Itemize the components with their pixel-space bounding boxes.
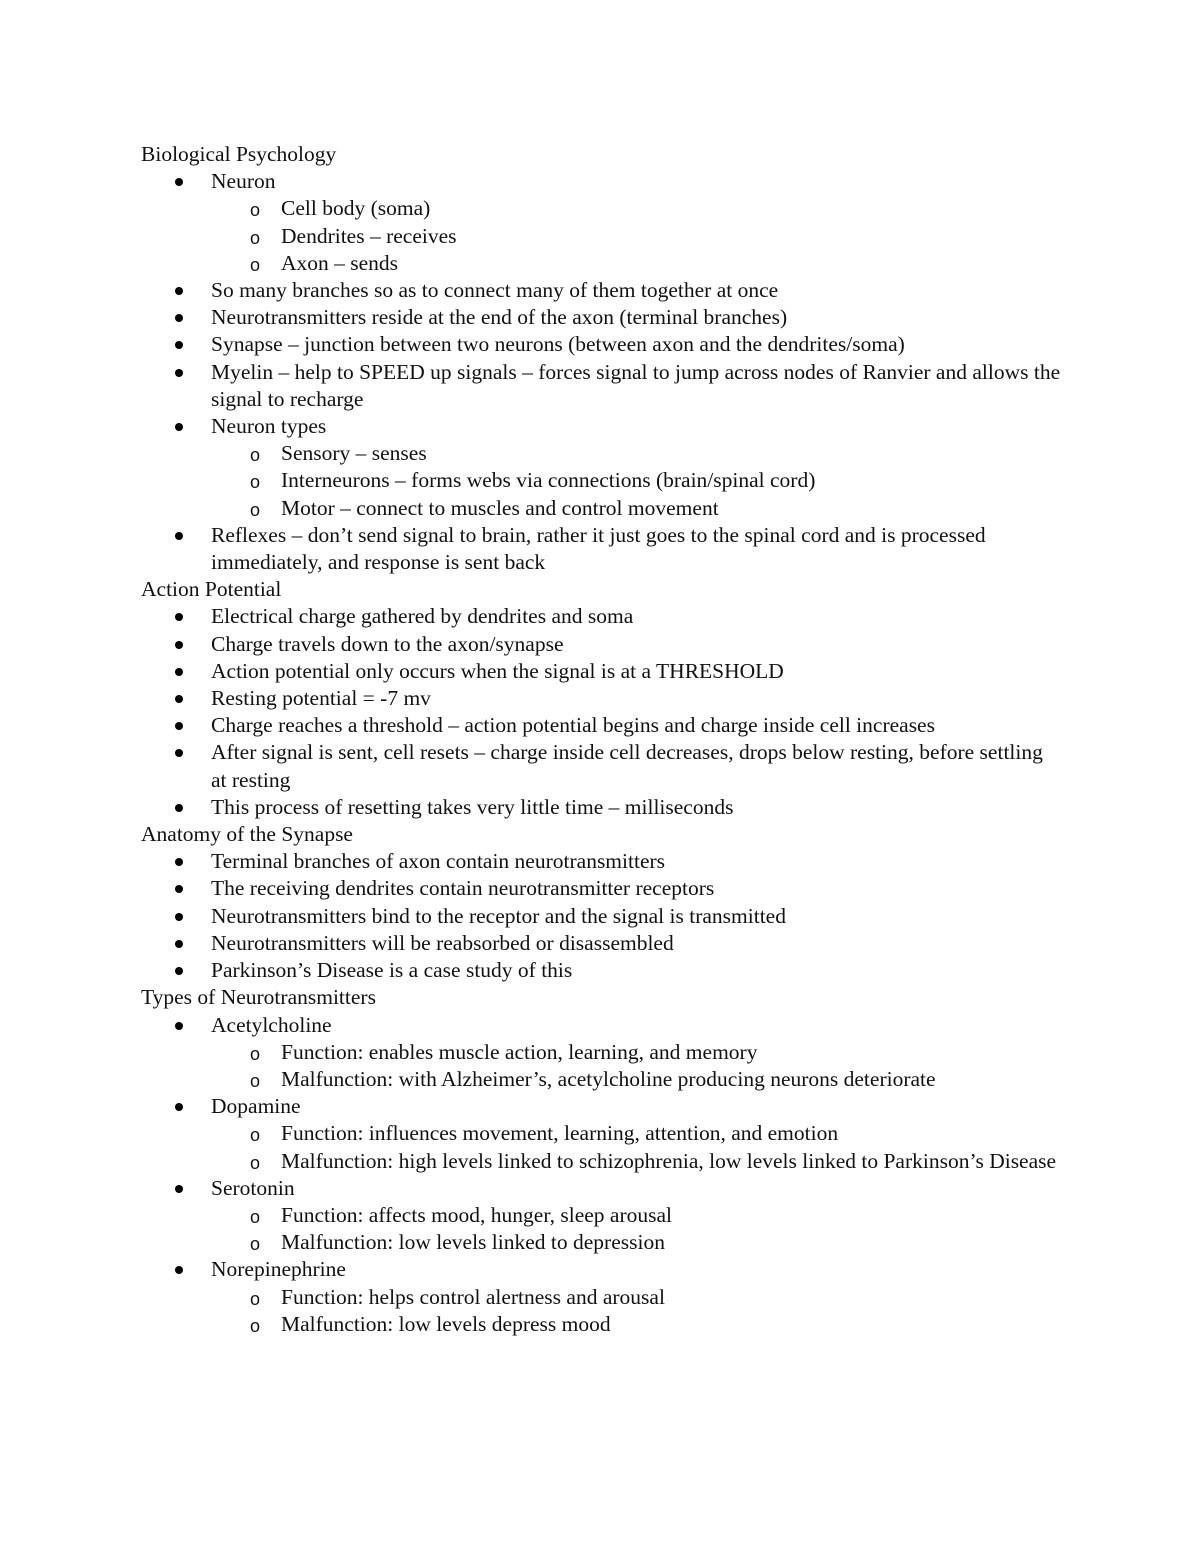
hollow-o-bullet-icon: o [250, 1234, 261, 1255]
filled-circle-bullet-icon [175, 913, 183, 921]
list-item-text: Neurotransmitters bind to the receptor and the signal is transmitted [211, 903, 786, 928]
list-item-text: After signal is sent, cell resets – charge inside cell decreases, drops below resting, before settling at resting [211, 740, 1043, 792]
hollow-o-bullet-icon: o [250, 1288, 261, 1309]
section-heading: Action Potential [141, 577, 282, 602]
filled-circle-bullet-icon [175, 722, 183, 730]
section-heading: Anatomy of the Synapse [141, 822, 353, 847]
sub-list-item [211, 1039, 1061, 1066]
filled-circle-bullet-icon [175, 641, 183, 649]
hollow-o-bullet-icon: o [250, 1152, 261, 1173]
list-item [141, 685, 1061, 712]
sub-list-item-text: Function: helps control alertness and arousal [281, 1284, 665, 1309]
list-item-text: This process of resetting takes very little time – milliseconds [211, 794, 734, 819]
list-item-text: Neurotransmitters reside at the end of the axon (terminal branches) [211, 305, 788, 330]
hollow-o-bullet-icon: o [250, 227, 261, 248]
sub-list-item-text: Motor – connect to muscles and control movement [281, 495, 719, 520]
hollow-o-bullet-icon: o [250, 1206, 261, 1227]
list-item-text: Neuron [211, 169, 276, 194]
sub-list-item [211, 495, 1061, 522]
filled-circle-bullet-icon [175, 749, 183, 757]
list-item [141, 794, 1061, 821]
hollow-o-bullet-icon: o [250, 472, 261, 493]
list-item-text: Electrical charge gathered by dendrites and soma [211, 604, 634, 629]
sub-list-item [211, 1120, 1061, 1147]
hollow-o-bullet-icon: o [250, 445, 261, 466]
list-item [141, 957, 1061, 984]
list-item [141, 903, 1061, 930]
sub-list-item [211, 223, 1061, 250]
list-item [141, 304, 1061, 331]
sub-list-item [211, 1202, 1061, 1229]
sub-list-item [211, 1229, 1061, 1256]
filled-circle-bullet-icon [175, 967, 183, 975]
hollow-o-bullet-icon: o [250, 1125, 261, 1146]
sub-list-item [211, 1311, 1061, 1338]
hollow-o-bullet-icon: o [250, 1043, 261, 1064]
sub-list-item [211, 467, 1061, 494]
filled-circle-bullet-icon [175, 423, 183, 431]
sub-list-item [211, 250, 1061, 277]
list-item [141, 930, 1061, 957]
filled-circle-bullet-icon [175, 940, 183, 948]
list-item-text: Neuron types [211, 414, 327, 439]
list-item-text: Terminal branches of axon contain neurotransmitters [211, 849, 666, 874]
hollow-o-bullet-icon: o [250, 200, 261, 221]
list-item-text: Dopamine [211, 1094, 301, 1119]
list-item-text: Neurotransmitters will be reabsorbed or disassembled [211, 930, 674, 955]
list-item-text: Charge travels down to the axon/synapse [211, 631, 564, 656]
sub-list [211, 1284, 1061, 1338]
list-item [141, 1093, 1061, 1175]
list-item [141, 1012, 1061, 1094]
section-heading: Types of Neurotransmitters [141, 985, 376, 1010]
sub-list [211, 1039, 1061, 1093]
sub-list-item [211, 195, 1061, 222]
sub-list [211, 195, 1061, 277]
list-item-text: Acetylcholine [211, 1012, 332, 1037]
hollow-o-bullet-icon: o [250, 1315, 261, 1336]
list-item [141, 522, 1061, 576]
hollow-o-bullet-icon: o [250, 254, 261, 275]
list-item [141, 277, 1061, 304]
sub-list-item-text: Interneurons – forms webs via connections (brain/spinal cord) [281, 468, 816, 493]
list-item [141, 1175, 1061, 1257]
list-item [141, 658, 1061, 685]
list-item [141, 875, 1061, 902]
sub-list-item [211, 1066, 1061, 1093]
hollow-o-bullet-icon: o [250, 499, 261, 520]
list-item [141, 848, 1061, 875]
filled-circle-bullet-icon [175, 1185, 183, 1193]
sub-list-item [211, 1148, 1061, 1175]
filled-circle-bullet-icon [175, 1266, 183, 1274]
filled-circle-bullet-icon [175, 1022, 183, 1030]
bullet-list [141, 848, 1061, 984]
sub-list-item-text: Sensory – senses [281, 441, 427, 466]
sub-list [211, 1202, 1061, 1256]
sub-list-item-text: Malfunction: low levels depress mood [281, 1311, 611, 1336]
sub-list-item-text: Function: influences movement, learning, attention, and emotion [281, 1121, 839, 1146]
sub-list-item-text: Dendrites – receives [281, 223, 457, 248]
filled-circle-bullet-icon [175, 885, 183, 893]
filled-circle-bullet-icon [175, 314, 183, 322]
sub-list-item-text: Malfunction: low levels linked to depression [281, 1230, 665, 1255]
filled-circle-bullet-icon [175, 532, 183, 540]
hollow-o-bullet-icon: o [250, 1070, 261, 1091]
list-item [141, 712, 1061, 739]
sub-list-item-text: Axon – sends [281, 250, 399, 275]
sub-list-item-text: Malfunction: high levels linked to schizophrenia, low levels linked to Parkinson’s Disease [281, 1148, 1057, 1173]
list-item-text: Charge reaches a threshold – action potential begins and charge inside cell increases [211, 713, 935, 738]
list-item-text: Action potential only occurs when the signal is at a THRESHOLD [211, 658, 784, 683]
bullet-list [141, 1012, 1061, 1338]
list-item [141, 331, 1061, 358]
filled-circle-bullet-icon [175, 341, 183, 349]
bullet-list [141, 603, 1061, 821]
list-item-text: So many branches so as to connect many of them together at once [211, 278, 779, 303]
document-page [141, 141, 1061, 1338]
bullet-list [141, 168, 1061, 576]
list-item-text: Resting potential = -7 mv [211, 686, 431, 711]
list-item [141, 1256, 1061, 1338]
filled-circle-bullet-icon [175, 668, 183, 676]
sub-list-item-text: Malfunction: with Alzheimer’s, acetylcholine producing neurons deteriorate [281, 1066, 936, 1091]
sub-list-item [211, 1284, 1061, 1311]
list-item [141, 413, 1061, 522]
filled-circle-bullet-icon [175, 804, 183, 812]
sub-list [211, 440, 1061, 522]
list-item-text: Serotonin [211, 1175, 295, 1200]
list-item-text: Reflexes – don’t send signal to brain, rather it just goes to the spinal cord and is processed immediately, and response is sent back [211, 522, 986, 575]
filled-circle-bullet-icon [175, 1103, 183, 1111]
list-item-text: Synapse – junction between two neurons (between axon and the dendrites/soma) [211, 332, 905, 357]
filled-circle-bullet-icon [175, 369, 183, 377]
list-item [141, 603, 1061, 630]
filled-circle-bullet-icon [175, 178, 183, 186]
filled-circle-bullet-icon [175, 613, 183, 621]
sub-list-item-text: Function: affects mood, hunger, sleep arousal [281, 1202, 673, 1227]
filled-circle-bullet-icon [175, 858, 183, 866]
list-item-text: Norepinephrine [211, 1257, 346, 1282]
list-item [141, 359, 1061, 413]
filled-circle-bullet-icon [175, 695, 183, 703]
filled-circle-bullet-icon [175, 287, 183, 295]
list-item-text: The receiving dendrites contain neurotransmitter receptors [211, 876, 715, 901]
list-item [141, 168, 1061, 277]
sub-list-item-text: Function: enables muscle action, learning, and memory [281, 1039, 758, 1064]
section-heading: Biological Psychology [141, 142, 337, 166]
list-item-text: Parkinson’s Disease is a case study of this [211, 958, 573, 983]
list-item-text: Myelin – help to SPEED up signals – forces signal to jump across nodes of Ranvier and allows the signal to recharge [211, 359, 1061, 411]
sub-list [211, 1120, 1061, 1174]
list-item [141, 631, 1061, 658]
sub-list-item-text: Cell body (soma) [281, 196, 431, 221]
list-item [141, 739, 1061, 793]
sub-list-item [211, 440, 1061, 467]
